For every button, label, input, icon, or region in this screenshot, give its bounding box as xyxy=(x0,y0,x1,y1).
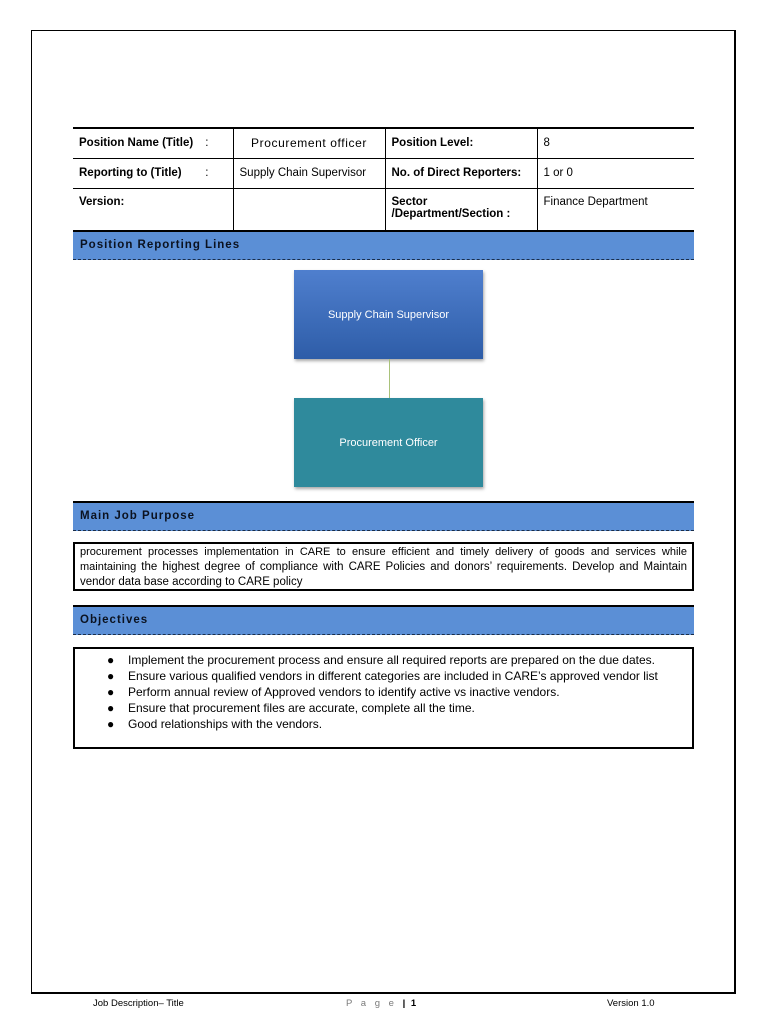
footer-page-indicator xyxy=(346,998,416,1009)
direct-reporters-value: 1 or 0 xyxy=(537,158,694,188)
position-name-label-cell xyxy=(73,128,233,158)
position-name-label: Position Name (Title) xyxy=(79,137,194,150)
sector-value: Finance Department xyxy=(537,188,694,231)
position-level-value: 8 xyxy=(537,128,694,158)
footer-page-separator: | xyxy=(402,998,406,1009)
org-box-supervisor xyxy=(294,270,483,359)
reporting-to-value: Supply Chain Supervisor xyxy=(233,158,385,188)
footer-doc-title: Job Description– Title xyxy=(93,998,184,1009)
info-row-position xyxy=(73,128,694,158)
position-info-table xyxy=(73,127,694,232)
objective-item xyxy=(107,700,692,716)
objective-item xyxy=(107,652,692,668)
reporting-to-label-cell xyxy=(73,158,233,188)
bullet-icon: ● xyxy=(107,653,115,667)
objective-text: Implement the procurement process and ensure all required reports are prepared on the due dates. xyxy=(128,653,655,667)
version-value xyxy=(233,188,385,231)
sector-label: Sector /Department/Section : xyxy=(385,188,537,231)
section-header-objectives: Objectives xyxy=(73,605,694,635)
reporting-to-label: Reporting to (Title) xyxy=(79,167,182,179)
info-row-version xyxy=(73,188,694,231)
org-box-officer-label: Procurement Officer xyxy=(339,436,438,449)
objective-item xyxy=(107,684,692,700)
position-name-value: Procurement officer xyxy=(233,128,385,158)
bullet-icon: ● xyxy=(107,717,115,731)
footer-page-label: P a g e xyxy=(346,998,397,1009)
position-level-label: Position Level: xyxy=(385,128,537,158)
objective-item xyxy=(107,668,692,684)
org-box-officer xyxy=(294,398,483,487)
objective-text: Good relationships with the vendors. xyxy=(128,717,323,731)
info-row-reporting xyxy=(73,158,694,188)
footer-page-number: 1 xyxy=(410,998,417,1009)
section-header-reporting-lines: Position Reporting Lines xyxy=(73,230,694,260)
colon: : xyxy=(205,167,209,179)
objective-text: Perform annual review of Approved vendors to identify active vs inactive vendors. xyxy=(128,685,560,699)
bullet-icon: ● xyxy=(107,669,115,683)
main-purpose-box xyxy=(73,542,694,591)
objective-text: Ensure various qualified vendors in different categories are included in CARE’s approved vendor list xyxy=(128,669,658,683)
bullet-icon: ● xyxy=(107,685,115,699)
objective-item xyxy=(107,716,692,732)
org-box-supervisor-label: Supply Chain Supervisor xyxy=(327,308,450,321)
version-label: Version: xyxy=(73,188,233,231)
purpose-text-line1: procurement processes implementation in CARE to ensure efficient and timely delivery of goods and services while maintaining xyxy=(80,546,687,573)
colon: : xyxy=(205,137,209,150)
objectives-box xyxy=(73,647,694,749)
objectives-list xyxy=(75,652,692,732)
purpose-text-rest: the highest degree of compliance with CARE Policies and donors’ requirements. Develop and Maintain vendor data base according to CARE policy xyxy=(80,561,687,588)
direct-reporters-label: No. of Direct Reporters: xyxy=(385,158,537,188)
org-connector-line xyxy=(389,359,390,398)
bullet-icon: ● xyxy=(107,701,115,715)
objective-text: Ensure that procurement files are accurate, complete all the time. xyxy=(128,701,475,715)
footer-version: Version 1.0 xyxy=(607,998,655,1009)
section-header-main-purpose: Main Job Purpose xyxy=(73,501,694,531)
